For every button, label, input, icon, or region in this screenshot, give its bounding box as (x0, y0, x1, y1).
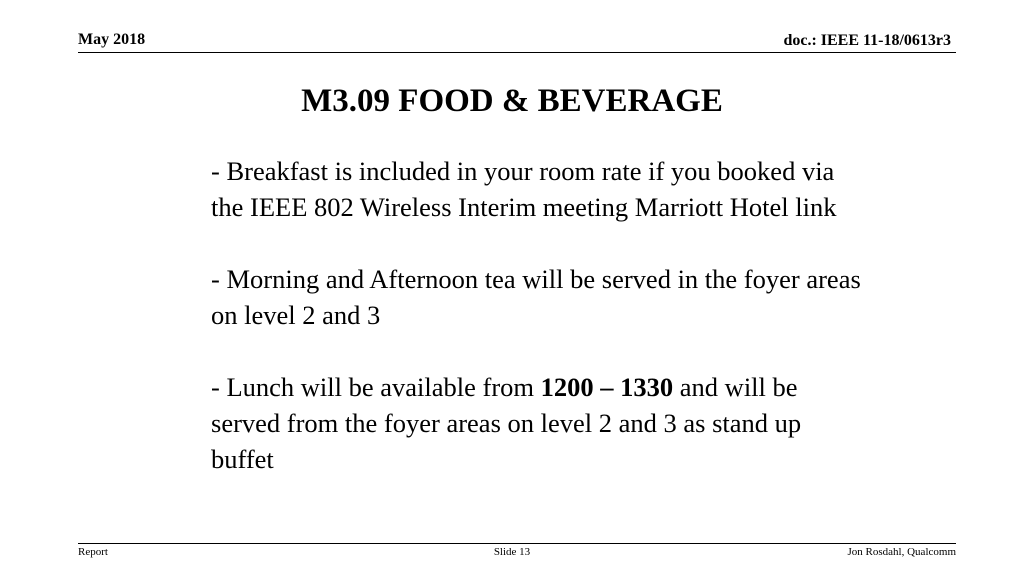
lunch-text-before: - Lunch will be available from (211, 372, 541, 402)
footer-author: Jon Rosdahl, Qualcomm (847, 546, 956, 558)
footer-divider (78, 543, 956, 544)
footer-left-label: Report (78, 546, 108, 558)
lunch-time-range: 1200 – 1330 (540, 372, 674, 402)
header-doc-id: doc.: IEEE 11-18/0613r3 (783, 32, 951, 49)
bullet-breakfast: - Breakfast is included in your room rate if you booked via the IEEE 802 Wireless Interim meeting Marriott Hotel link (211, 156, 837, 222)
lunch-text-after: and will be served from the foyer areas on level 2 and 3 as stand up buffet (211, 372, 802, 474)
bullet-tea: - Morning and Afternoon tea will be served in the foyer areas on level 2 and 3 (211, 264, 861, 330)
slide-body (211, 153, 861, 477)
header-divider (78, 52, 956, 53)
slide-title: M3.09 FOOD & BEVERAGE (301, 83, 723, 119)
header-date: May 2018 (78, 31, 146, 48)
bullet-lunch (211, 369, 861, 477)
slide-number: Slide 13 (493, 546, 531, 558)
